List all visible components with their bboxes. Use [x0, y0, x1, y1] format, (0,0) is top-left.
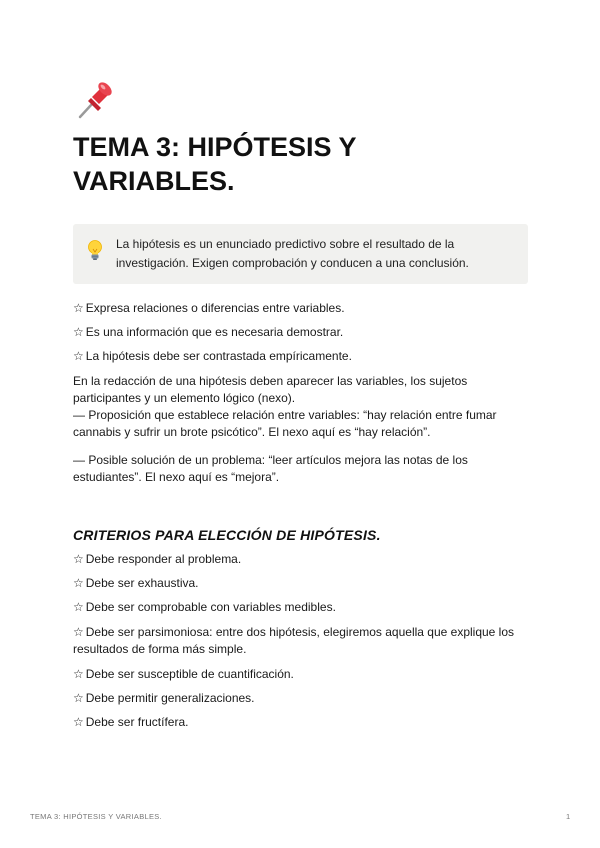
star-icon: ☆: [73, 625, 84, 639]
paragraph-nexo: En la redacción de una hipótesis deben aparecer las variables, los sujetos participantes y un elemento lógico (nexo). — Proposición que establece relación entre variables: “hay relación entre fumar cannabis y sufrir un brote psicótico”. El nexo aquí es “hay relación”.: [73, 374, 497, 439]
star-icon: ☆: [73, 576, 84, 590]
list-item: ☆ Debe permitir generalizaciones.: [73, 691, 255, 705]
list-item: ☆ Debe ser exhaustiva.: [73, 576, 199, 590]
list-item: ☆ Debe responder al problema.: [73, 552, 242, 566]
star-icon: ☆: [73, 552, 84, 566]
star-icon: ☆: [73, 600, 84, 614]
star-icon: ☆: [73, 715, 84, 729]
footer-title: TEMA 3: HIPÓTESIS Y VARIABLES.: [30, 812, 162, 821]
callout-text: [116, 235, 516, 273]
callout-line1: La hipótesis es un enunciado predictivo sobre el resultado de la: [116, 237, 455, 251]
callout-box: [73, 224, 528, 284]
star-icon: ☆: [73, 325, 84, 339]
lightbulb-icon: [86, 239, 104, 261]
page-title-line1: TEMA 3: HIPÓTESIS Y: [73, 132, 357, 162]
footer-page-number: 1: [566, 812, 571, 821]
star-icon: ☆: [73, 349, 84, 363]
callout-line2: investigación. Exigen comprobación y conducen a una conclusión.: [116, 256, 469, 270]
list-item: ☆ Debe ser fructífera.: [73, 715, 189, 729]
list-item: ☆ Debe ser susceptible de cuantificación.: [73, 667, 294, 681]
list-item: ☆ Es una información que es necesaria demostrar.: [73, 325, 344, 339]
pushpin-icon: [74, 80, 118, 120]
list-item: ☆ La hipótesis debe ser contrastada empíricamente.: [73, 349, 352, 363]
star-icon: ☆: [73, 301, 84, 315]
page-title-line2: VARIABLES.: [73, 166, 235, 196]
list-item: ☆ Debe ser comprobable con variables medibles.: [73, 600, 336, 614]
section-heading: CRITERIOS PARA ELECCIÓN DE HIPÓTESIS.: [73, 527, 381, 543]
paragraph-solution: — Posible solución de un problema: “leer artículos mejora las notas de los estudiantes”. El nexo aquí es “mejora”.: [73, 453, 468, 484]
page-title: [73, 130, 533, 198]
star-icon: ☆: [73, 691, 84, 705]
list-item: ☆ Debe ser parsimoniosa: entre dos hipótesis, elegiremos aquella que explique los resultados de forma más simple.: [73, 625, 515, 656]
star-icon: ☆: [73, 667, 84, 681]
list-item: ☆ Expresa relaciones o diferencias entre variables.: [73, 301, 345, 315]
